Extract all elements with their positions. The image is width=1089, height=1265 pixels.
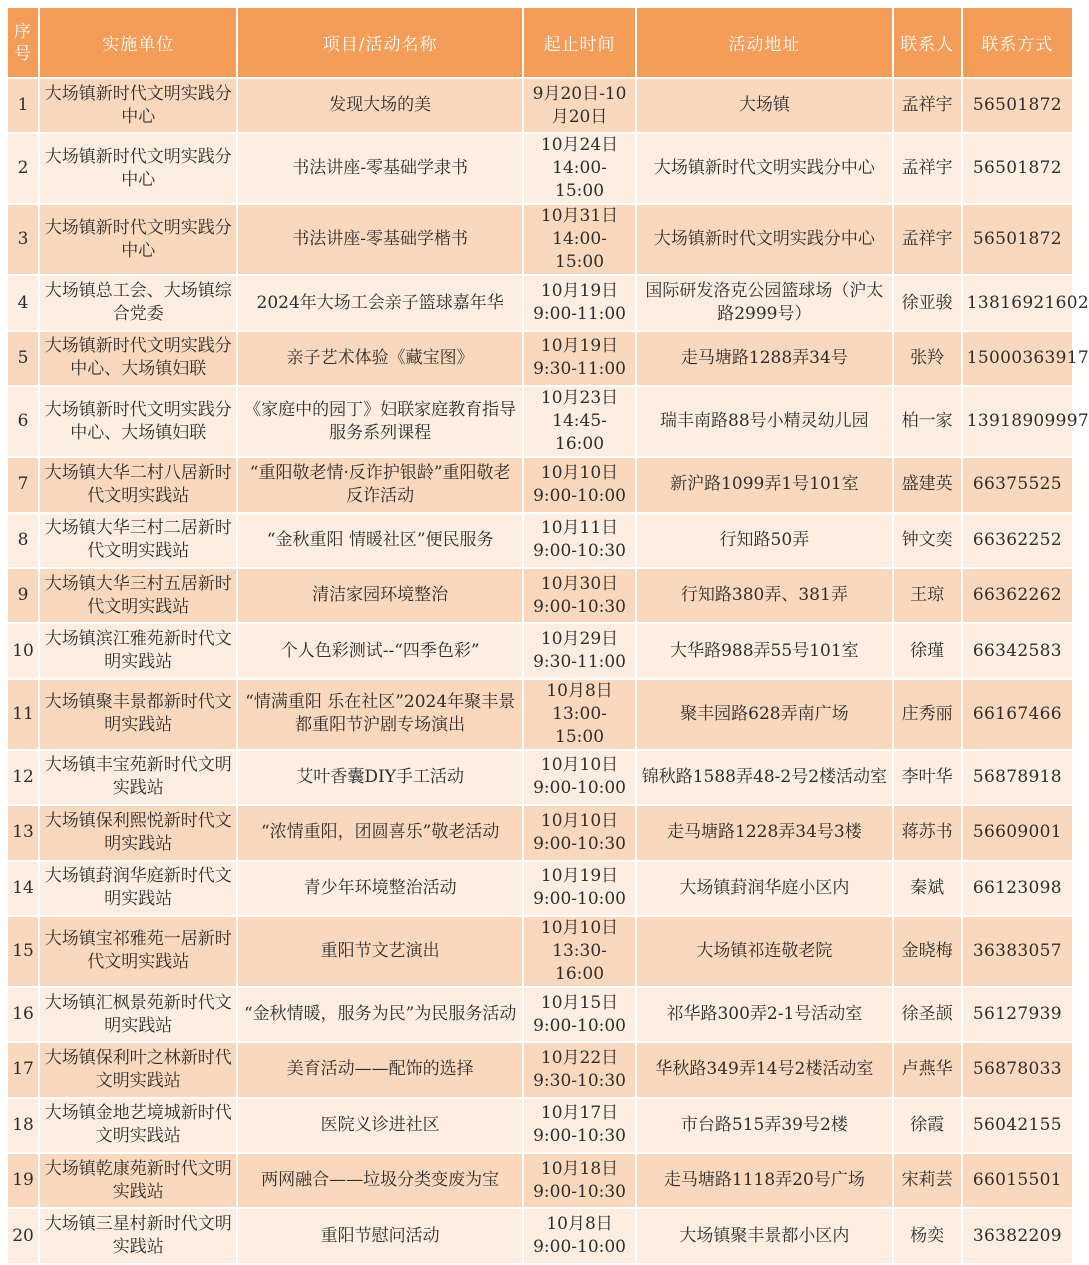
cell-time: 10月22日 9:30-10:30: [524, 1043, 635, 1096]
header-time: 起止时间: [524, 8, 635, 77]
cell-no: 16: [8, 988, 38, 1041]
cell-time: 10月11日 9:00-10:30: [524, 514, 635, 567]
cell-address: 走马塘路1118弄20号广场: [637, 1154, 891, 1207]
cell-unit: 大场镇保利叶之林新时代文明实践站: [40, 1043, 236, 1096]
cell-no: 11: [8, 680, 38, 749]
cell-contact: 盛建英: [894, 458, 961, 511]
cell-address: 大场镇新时代文明实践分中心: [637, 134, 891, 203]
cell-contact: 钟文奕: [894, 514, 961, 567]
table-row: [8, 205, 1072, 274]
cell-address: 祁华路300弄2-1号活动室: [637, 988, 891, 1041]
cell-activity-name: 清洁家园环境整治: [238, 569, 522, 622]
cell-unit: 大场镇三星村新时代文明实践站: [40, 1209, 236, 1262]
cell-unit: 大场镇宝祁雅苑一居新时代文明实践站: [40, 917, 236, 986]
table-body: [8, 79, 1089, 1263]
table-row: [8, 387, 1072, 456]
cell-phone: 66123098: [963, 862, 1072, 915]
table-row: [8, 988, 1072, 1041]
cell-unit: 大场镇大华二村八居新时代文明实践站: [40, 458, 236, 511]
cell-no: 19: [8, 1154, 38, 1207]
table-row: [8, 134, 1072, 203]
cell-phone: 66167466: [963, 680, 1072, 749]
cell-phone: 13816921602: [963, 276, 1072, 329]
cell-no: 4: [8, 276, 38, 329]
cell-no: 18: [8, 1099, 38, 1152]
cell-address: 瑞丰南路88号小精灵幼儿园: [637, 387, 891, 456]
cell-contact: 徐亚骏: [894, 276, 961, 329]
cell-phone: 66015501: [963, 1154, 1072, 1207]
cell-no: 5: [8, 332, 38, 385]
cell-address: 锦秋路1588弄48-2号2楼活动室: [637, 751, 891, 804]
header-no: 序 号: [8, 8, 38, 77]
cell-phone: 13918909997: [963, 387, 1072, 456]
cell-activity-name: “情满重阳 乐在社区”2024年聚丰景都重阳节沪剧专场演出: [238, 680, 522, 749]
cell-phone: 56878033: [963, 1043, 1072, 1096]
cell-activity-name: “金秋重阳 情暖社区”便民服务: [238, 514, 522, 567]
header-phone: 联系方式: [963, 8, 1072, 77]
cell-address: 市台路515弄39号2楼: [637, 1099, 891, 1152]
cell-no: 14: [8, 862, 38, 915]
activity-schedule: [6, 6, 1089, 1265]
cell-unit: 大场镇新时代文明实践分中心: [40, 205, 236, 274]
cell-activity-name: 个人色彩测试--“四季色彩”: [238, 624, 522, 677]
cell-phone: 56501872: [963, 134, 1072, 203]
cell-unit: 大场镇总工会、大场镇综合党委: [40, 276, 236, 329]
cell-activity-name: 重阳节文艺演出: [238, 917, 522, 986]
cell-no: 12: [8, 751, 38, 804]
cell-unit: 大场镇新时代文明实践分中心、大场镇妇联: [40, 332, 236, 385]
cell-unit: 大场镇汇枫景苑新时代文明实践站: [40, 988, 236, 1041]
cell-time: 10月19日 9:00-10:00: [524, 862, 635, 915]
cell-no: 10: [8, 624, 38, 677]
cell-address: 新沪路1099弄1号101室: [637, 458, 891, 511]
table-row: [8, 332, 1072, 385]
cell-activity-name: “浓情重阳，团圆喜乐”敬老活动: [238, 806, 522, 859]
cell-time: 10月10日 13:30-16:00: [524, 917, 635, 986]
cell-phone: 56609001: [963, 806, 1072, 859]
cell-unit: 大场镇聚丰景都新时代文明实践站: [40, 680, 236, 749]
cell-time: 10月10日 9:00-10:00: [524, 458, 635, 511]
cell-no: 9: [8, 569, 38, 622]
table-row: [8, 276, 1072, 329]
cell-phone: 56127939: [963, 988, 1072, 1041]
cell-contact: 宋莉芸: [894, 1154, 961, 1207]
cell-contact: 杨奕: [894, 1209, 961, 1262]
cell-time: 10月29日 9:30-11:00: [524, 624, 635, 677]
cell-time: 10月30日 9:00-10:30: [524, 569, 635, 622]
table-row: [8, 1154, 1072, 1207]
cell-unit: 大场镇新时代文明实践分中心: [40, 79, 236, 132]
table-row: [8, 862, 1072, 915]
cell-activity-name: 医院义诊进社区: [238, 1099, 522, 1152]
cell-no: 8: [8, 514, 38, 567]
cell-no: 6: [8, 387, 38, 456]
table-row: [8, 79, 1072, 132]
cell-contact: 徐圣颉: [894, 988, 961, 1041]
cell-time: 10月17日 9:00-10:30: [524, 1099, 635, 1152]
table-row: [8, 1099, 1072, 1152]
cell-activity-name: “重阳敬老情·反诈护银龄”重阳敬老反诈活动: [238, 458, 522, 511]
cell-unit: 大场镇新时代文明实践分中心: [40, 134, 236, 203]
header-row: [8, 8, 1072, 77]
cell-time: 10月19日 9:00-11:00: [524, 276, 635, 329]
table-row: [8, 569, 1072, 622]
header-contact: 联系人: [894, 8, 961, 77]
cell-unit: 大场镇新时代文明实践分中心、大场镇妇联: [40, 387, 236, 456]
cell-contact: 秦斌: [894, 862, 961, 915]
table-row: [8, 806, 1072, 859]
cell-unit: 大场镇乾康苑新时代文明实践站: [40, 1154, 236, 1207]
cell-unit: 大场镇金地艺境城新时代文明实践站: [40, 1099, 236, 1152]
cell-unit: 大场镇滨江雅苑新时代文明实践站: [40, 624, 236, 677]
cell-contact: 蒋苏书: [894, 806, 961, 859]
cell-phone: 66362262: [963, 569, 1072, 622]
header-unit: 实施单位: [40, 8, 236, 77]
cell-no: 3: [8, 205, 38, 274]
header-name: 项目/活动名称: [238, 8, 522, 77]
cell-contact: 柏一家: [894, 387, 961, 456]
cell-activity-name: 2024年大场工会亲子篮球嘉年华: [238, 276, 522, 329]
cell-no: 1: [8, 79, 38, 132]
cell-phone: 56042155: [963, 1099, 1072, 1152]
table-row: [8, 624, 1072, 677]
cell-phone: 56501872: [963, 205, 1072, 274]
cell-activity-name: 书法讲座-零基础学楷书: [238, 205, 522, 274]
header-address: 活动地址: [637, 8, 891, 77]
cell-no: 17: [8, 1043, 38, 1096]
cell-contact: 张羚: [894, 332, 961, 385]
cell-phone: 56878918: [963, 751, 1072, 804]
cell-address: 大场镇新时代文明实践分中心: [637, 205, 891, 274]
table-row: [8, 514, 1072, 567]
cell-phone: 66342583: [963, 624, 1072, 677]
cell-no: 15: [8, 917, 38, 986]
cell-activity-name: 发现大场的美: [238, 79, 522, 132]
cell-phone: 66362252: [963, 514, 1072, 567]
cell-contact: 王琼: [894, 569, 961, 622]
cell-activity-name: 青少年环境整治活动: [238, 862, 522, 915]
cell-phone: 36382209: [963, 1209, 1072, 1262]
cell-address: 走马塘路1228弄34号3楼: [637, 806, 891, 859]
cell-contact: 孟祥宇: [894, 205, 961, 274]
cell-address: 聚丰园路628弄南广场: [637, 680, 891, 749]
cell-address: 国际研发洛克公园篮球场（沪太路2999号）: [637, 276, 891, 329]
table-row: [8, 458, 1072, 511]
cell-time: 10月8日 9:00-10:00: [524, 1209, 635, 1262]
cell-no: 2: [8, 134, 38, 203]
cell-time: 10月8日 13:00-15:00: [524, 680, 635, 749]
cell-activity-name: 艾叶香囊DIY手工活动: [238, 751, 522, 804]
cell-address: 大华路988弄55号101室: [637, 624, 891, 677]
cell-phone: 15000363917: [963, 332, 1072, 385]
cell-activity-name: 重阳节慰问活动: [238, 1209, 522, 1262]
cell-time: 10月19日 9:30-11:00: [524, 332, 635, 385]
cell-address: 走马塘路1288弄34号: [637, 332, 891, 385]
cell-unit: 大场镇葑润华庭新时代文明实践站: [40, 862, 236, 915]
cell-address: 大场镇: [637, 79, 891, 132]
cell-time: 10月23日 14:45-16:00: [524, 387, 635, 456]
cell-address: 大场镇葑润华庭小区内: [637, 862, 891, 915]
cell-contact: 李叶华: [894, 751, 961, 804]
cell-contact: 庄秀丽: [894, 680, 961, 749]
table-header: [8, 8, 1072, 77]
cell-activity-name: 两网融合——垃圾分类变废为宝: [238, 1154, 522, 1207]
cell-phone: 36383057: [963, 917, 1072, 986]
cell-contact: 孟祥宇: [894, 79, 961, 132]
cell-contact: 徐瑾: [894, 624, 961, 677]
cell-no: 7: [8, 458, 38, 511]
cell-contact: 金晓梅: [894, 917, 961, 986]
cell-unit: 大场镇大华三村五居新时代文明实践站: [40, 569, 236, 622]
cell-no: 20: [8, 1209, 38, 1262]
cell-address: 大场镇祁连敬老院: [637, 917, 891, 986]
cell-activity-name: 书法讲座-零基础学隶书: [238, 134, 522, 203]
table-row: [8, 917, 1072, 986]
cell-phone: 56501872: [963, 79, 1072, 132]
cell-time: 10月15日 9:00-10:00: [524, 988, 635, 1041]
cell-contact: 孟祥宇: [894, 134, 961, 203]
table-row: [8, 751, 1072, 804]
table-row: [8, 1209, 1072, 1262]
cell-unit: 大场镇大华三村二居新时代文明实践站: [40, 514, 236, 567]
cell-activity-name: 亲子艺术体验《藏宝图》: [238, 332, 522, 385]
cell-activity-name: 美育活动——配饰的选择: [238, 1043, 522, 1096]
cell-time: 10月10日 9:00-10:30: [524, 806, 635, 859]
cell-address: 行知路50弄: [637, 514, 891, 567]
cell-phone: 66375525: [963, 458, 1072, 511]
cell-time: 10月24日 14:00-15:00: [524, 134, 635, 203]
cell-address: 大场镇聚丰景都小区内: [637, 1209, 891, 1262]
cell-no: 13: [8, 806, 38, 859]
cell-time: 10月31日 14:00-15:00: [524, 205, 635, 274]
cell-time: 9月20日-10月20日: [524, 79, 635, 132]
cell-activity-name: “金秋情暖，服务为民”为民服务活动: [238, 988, 522, 1041]
cell-address: 行知路380弄、381弄: [637, 569, 891, 622]
cell-activity-name: 《家庭中的园丁》妇联家庭教育指导服务系列课程: [238, 387, 522, 456]
cell-time: 10月18日 9:00-10:30: [524, 1154, 635, 1207]
cell-time: 10月10日 9:00-10:00: [524, 751, 635, 804]
table-row: [8, 1043, 1072, 1096]
activity-table: [6, 6, 1089, 1265]
table-row: [8, 680, 1072, 749]
cell-unit: 大场镇保利熙悦新时代文明实践站: [40, 806, 236, 859]
cell-contact: 徐霞: [894, 1099, 961, 1152]
cell-address: 华秋路349弄14号2楼活动室: [637, 1043, 891, 1096]
cell-contact: 卢燕华: [894, 1043, 961, 1096]
cell-unit: 大场镇丰宝苑新时代文明实践站: [40, 751, 236, 804]
